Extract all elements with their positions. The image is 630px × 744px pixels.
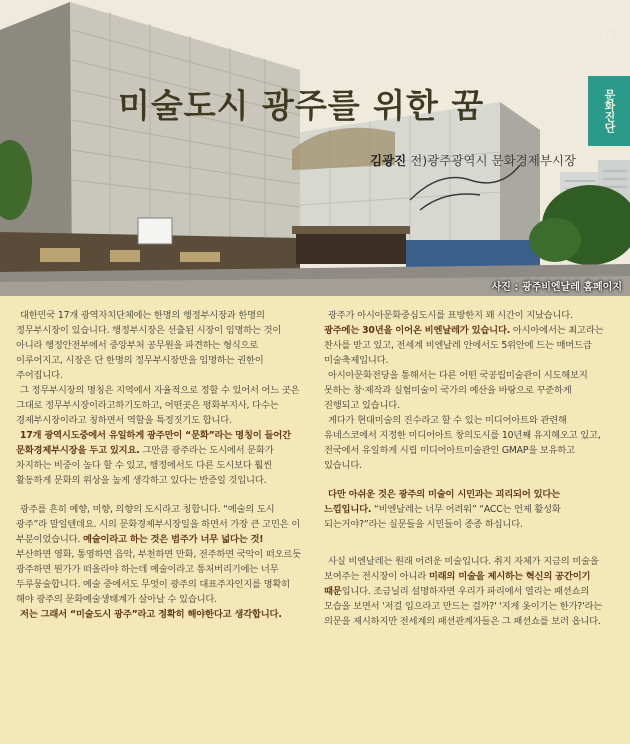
right-column (324, 308, 609, 629)
author-name: 김광진 (370, 153, 407, 168)
museum-building-illustration (0, 0, 630, 296)
paragraph-text: 그만큼 광주라는 도시에서 문화가 차지하는 비중이 높다 할 수 있고, 행정에서도 다른 도시보다 훨씬 활동하게 문화의 위상을 높게 생각하고 있다는 반증일 것입니다. (16, 445, 274, 486)
paragraph-text: “비엔날레는 너무 어려워” “ACC는 언제 활성화 되는거야?”라는 실문들을 시민들이 종종 하십니다. (324, 504, 561, 530)
section-tab-label: 문화진단 (603, 89, 616, 133)
section-tab (588, 76, 630, 146)
article-title: 미술도시 광주를 위한 꿈 (118, 86, 485, 125)
paragraph-text: 부산하면 영화, 통영하면 음악, 부천하면 만화, 전주하면 국악이 떠오르듯 광주하면 뭔가가 떠올라야 하는데 예술이라고 통처버리기에는 너무 두루뭉술합니다. 예술 중에서도 무엇이 광주의 대표주자인지를 명확히 해야 광주의 문화예술생태계가 살아날 수 있습니다. (16, 549, 301, 605)
paragraph (324, 413, 609, 473)
paragraph (324, 487, 609, 532)
paragraph-text: 사실 비엔날레는 원래 어려운 미술입니다. 취지 자체가 지금의 미술을 보여주는 전시장이 아니라 (324, 556, 599, 582)
paragraph (16, 428, 301, 488)
hero-photo (0, 0, 630, 296)
byline (370, 151, 576, 169)
paragraph (324, 368, 609, 413)
paragraph-text: 게다가 현대미술의 진수라고 할 수 있는 미디어아트와 관련해 유네스코에서 지정한 미디어아트 창의도시를 10년째 유지해오고 있고, 전국에서 유일하게 시립 미디어아트미술관인 GMAP을 보유하고 있습니다. (324, 415, 601, 471)
left-column (16, 308, 301, 622)
emphasis-text: 예술이라고 하는 것은 범주가 너무 넓다는 것! (82, 534, 264, 545)
paragraph (16, 607, 301, 622)
issue-year (590, 20, 624, 44)
paragraph-text: 대한민국 17개 광역자치단체에는 한명의 행정부시장과 한명의 정무부시장이 있습니다. 행정부시장은 선출된 시장이 임명하는 것이 아니라 행정안전부에서 중앙부처 공무원을 파견하는 형식으로 이루어지고, 시장은 단 한명의 정무부시장만을 임명하는 권한이 주어집니다. (16, 310, 282, 381)
paragraph (16, 502, 301, 607)
emphasis-text: 저는 그래서 “미술도시 광주”라고 정확히 해야한다고 생각합니다. (20, 609, 282, 620)
emphasis-text: 17개 광역시도중에서 유일하게 광주만이 “문화”라는 명칭이 들어간 문화경제부시장을 두고 있지요. (16, 430, 291, 456)
paragraph-text: 입니다. 조금닐리 설명하자면 우리가 파리에서 열리는 패션쇼의 모습을 보면서 '저걸 입으라고 만드는 걸까?' '지게 옷이기는 한가?'라는 의문을 제시하지만 전세계의 패션관계자들은 그 패션쇼를 보러 옵니다. (324, 586, 603, 627)
paragraph-text: 아시아문화전당을 통해서는 다른 어떤 국공립미술관이 시도해보지 못하는 창·제작과 실험미술이 국가의 예산을 바탕으로 꾸준하게 진행되고 있습니다. (324, 370, 588, 411)
issue-year-part: 20 (600, 19, 614, 32)
paragraph (324, 554, 609, 629)
paragraph (16, 383, 301, 428)
paragraph (16, 308, 301, 383)
emphasis-text: 광주에는 30년을 이어온 비엔날레가 있습니다. (324, 325, 511, 336)
paragraph-text: 광주가 아시아문화중심도시를 표방한지 꽤 시간이 지났습니다. (328, 310, 573, 321)
issue-year-part: 21 (600, 31, 614, 44)
paragraph (324, 308, 609, 368)
author-role: 전)광주광역시 문화경제부시장 (410, 153, 577, 168)
paragraph-text: 그 정무부시장의 명칭은 지역에서 자율적으로 정할 수 있어서 어느 곳은 그대로 정무부시장이라고하기도하고, 어떤곳은 평화부지사, 다수는 경제부시장이라고 칭하면서 역할을 특정짓기도 합니다. (16, 385, 300, 426)
emphasis-text: 미래의 미술을 제시하는 혁신의 공간이기 때문 (324, 571, 591, 597)
emphasis-text: 다만 아쉬운 것은 광주의 미술이 시민과는 괴리되어 있다는 느낌입니다. (324, 489, 560, 515)
paragraph-text: 광주를 흔히 예향, 미향, 의향의 도시라고 칭합니다. “예술의 도시 광주”라 말일텐데요. 시의 문화경제부시장일을 하면서 가장 큰 고민은 이 부분이었습니다. (16, 504, 301, 545)
photo-credit: 사진 : 광주비엔날레 홈페이지 (491, 282, 622, 293)
paragraph-text: 아시아에서는 최고라는 찬사를 받고 있고, 전세계 비엔날레 안에서도 5위안에 드는 매머드급 미술축제입니다. (324, 325, 604, 366)
